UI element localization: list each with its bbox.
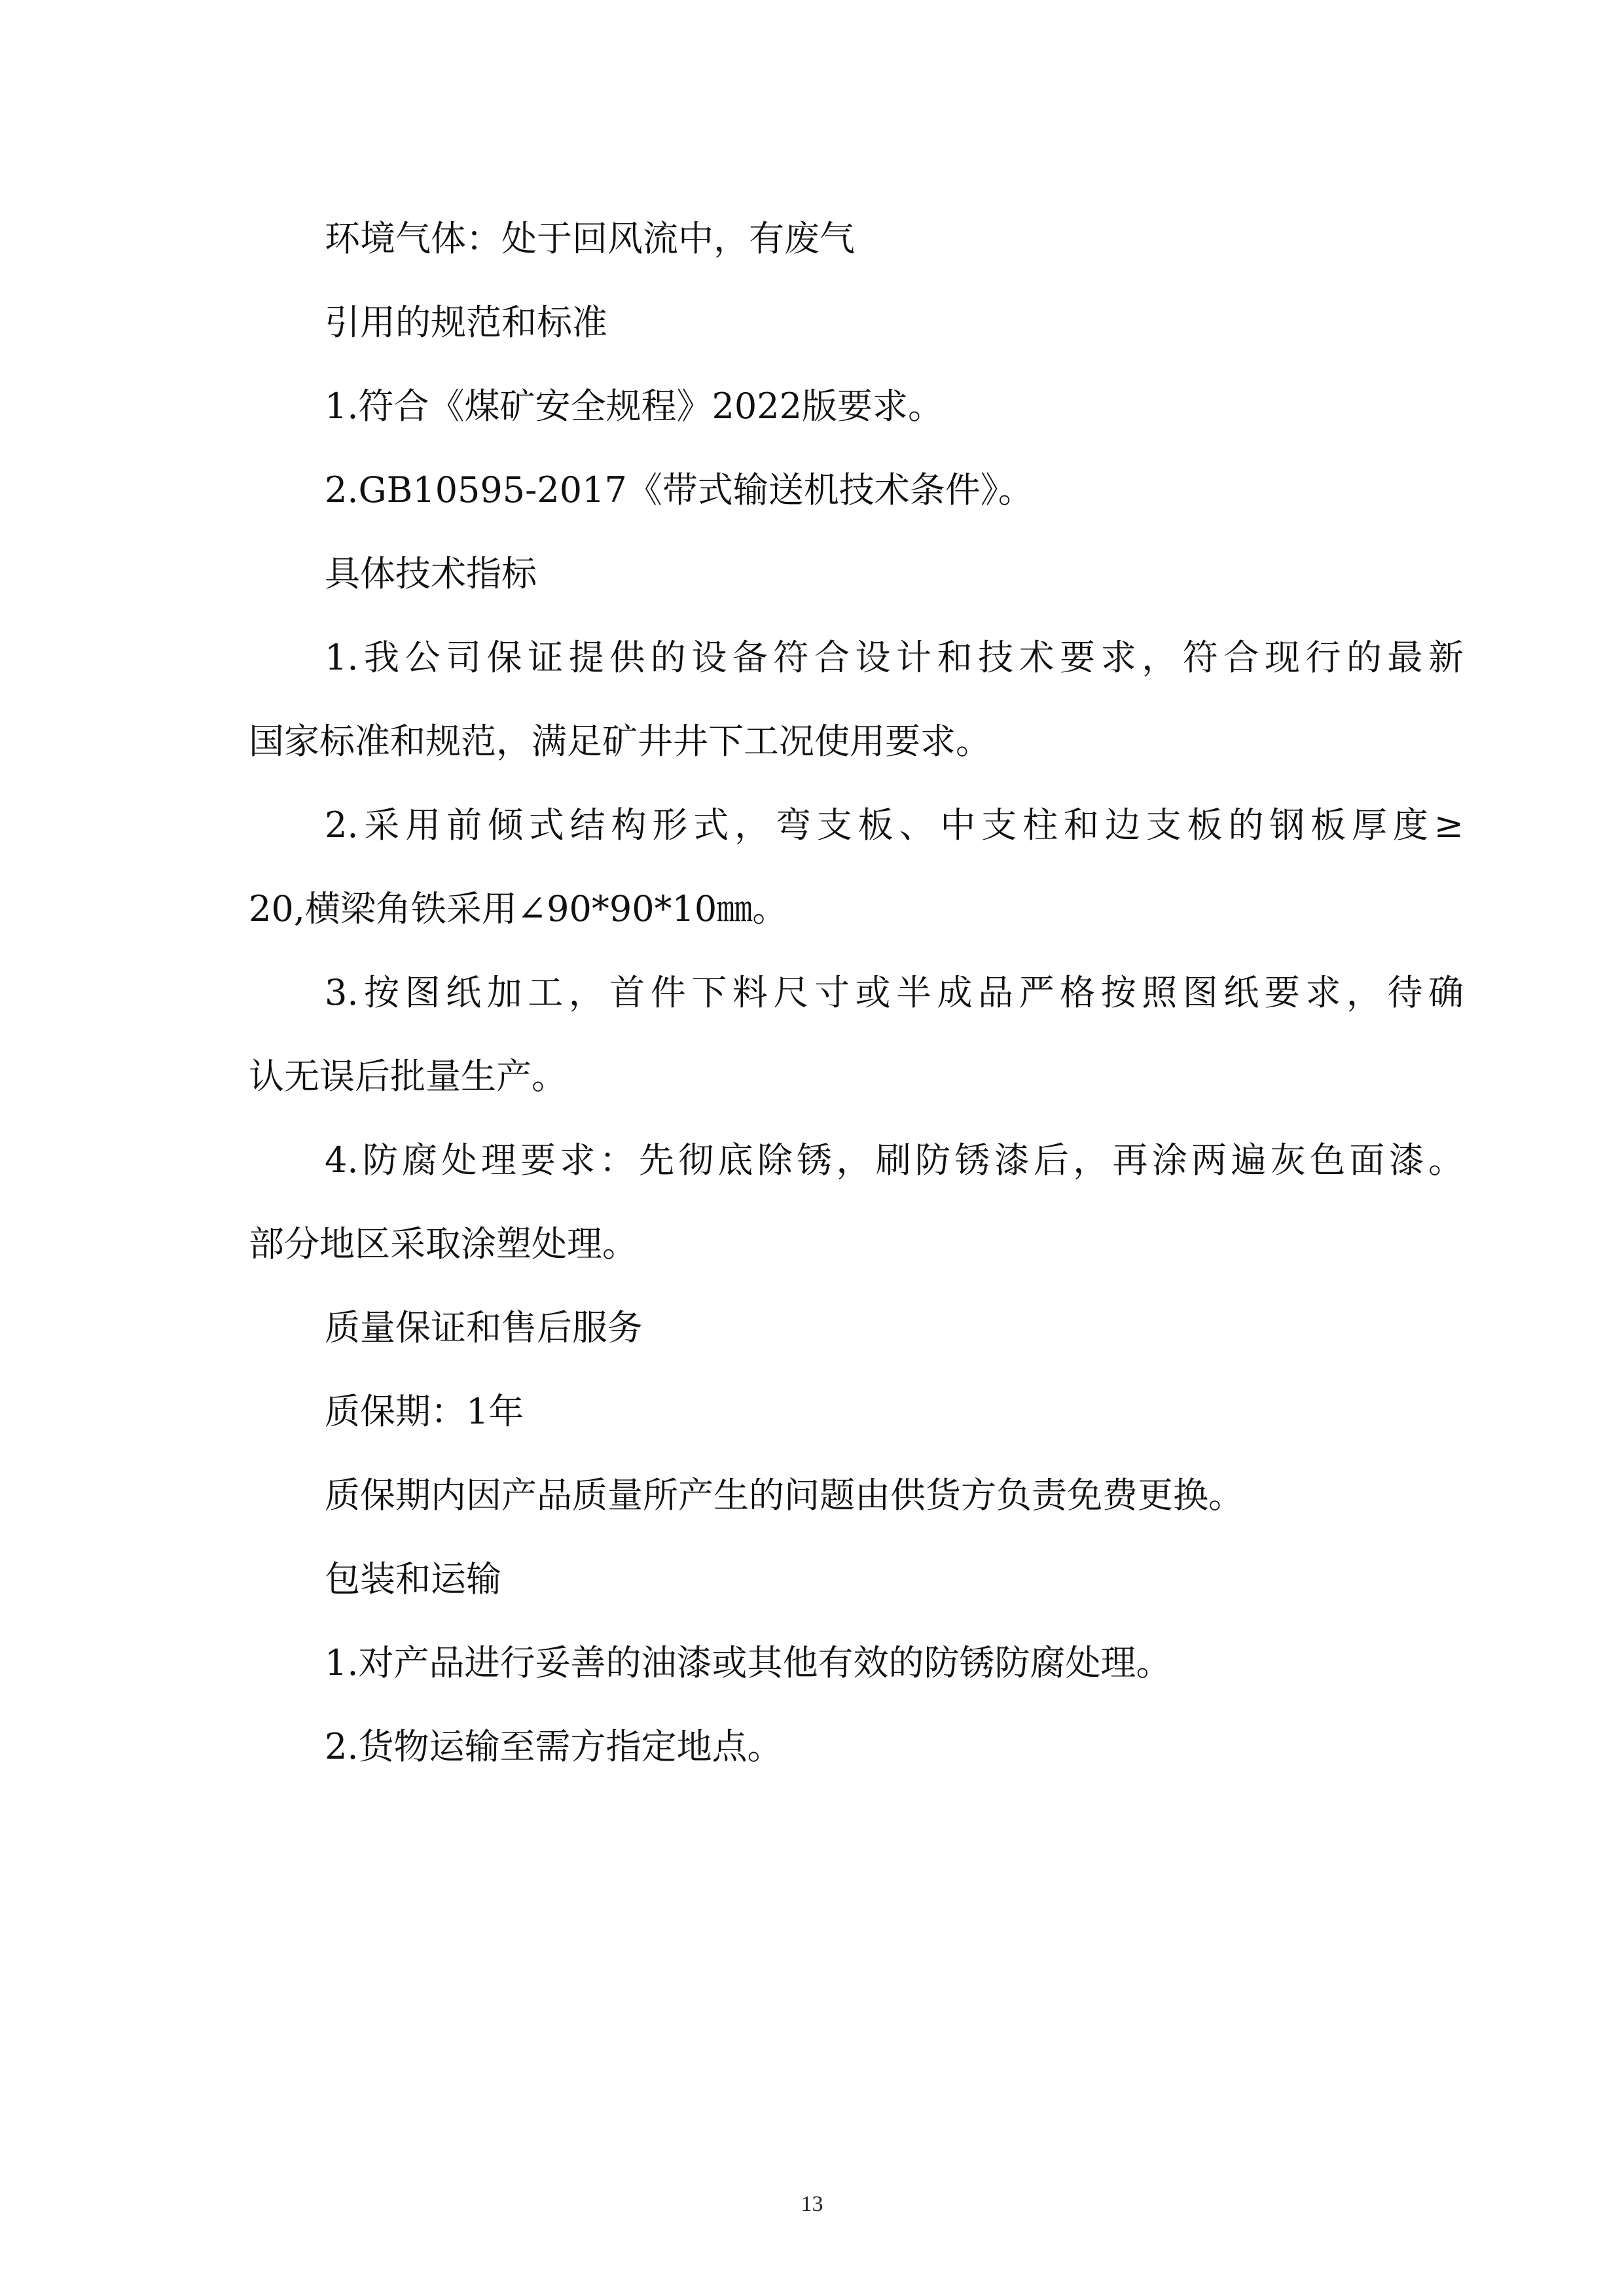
spec-item-2-line-2: 20,横梁角铁采用∠90*90*10㎜。 [249, 888, 788, 929]
spec-item-2-line-1: 2.采用前倾式结构形式，弯支板、中支柱和边支板的钢板厚度≥ [325, 804, 1464, 846]
spec-item-3-line-2: 认无误后批量生产。 [249, 1056, 567, 1097]
standards-item-2: 2.GB10595-2017《带式输送机技术条件》。 [325, 469, 1034, 511]
section-heading-quality: 质量保证和售后服务 [325, 1307, 643, 1348]
packaging-item-2: 2.货物运输至需方指定地点。 [325, 1726, 783, 1767]
spec-item-3-line-1: 3.按图纸加工，首件下料尺寸或半成品严格按照图纸要求，待确 [325, 972, 1464, 1013]
warranty-period: 质保期：1年 [325, 1391, 524, 1432]
spec-item-1-line-2: 国家标准和规范，满足矿井井下工况使用要求。 [249, 721, 991, 762]
section-heading-standards: 引用的规范和标准 [325, 302, 607, 343]
standards-item-1: 1.符合《煤矿安全规程》2022版要求。 [325, 386, 943, 427]
warranty-terms: 质保期内因产品质量所产生的问题由供货方负责免费更换。 [325, 1475, 1244, 1516]
section-heading-packaging: 包装和运输 [325, 1558, 501, 1600]
spec-item-4-line-2: 部分地区采取涂塑处理。 [249, 1223, 638, 1265]
section-heading-specs: 具体技术指标 [325, 553, 537, 594]
environment-gas-line: 环境气体：处于回风流中，有废气 [325, 218, 855, 259]
spec-item-1-line-1: 1.我公司保证提供的设备符合设计和技术要求，符合现行的最新 [325, 637, 1464, 678]
spec-item-4-line-1: 4.防腐处理要求：先彻底除锈，刷防锈漆后，再涂两遍灰色面漆。 [325, 1139, 1464, 1181]
document-page [249, 0, 1464, 2296]
packaging-item-1: 1.对产品进行妥善的油漆或其他有效的防锈防腐处理。 [325, 1642, 1172, 1683]
page-number: 13 [801, 2192, 823, 2216]
